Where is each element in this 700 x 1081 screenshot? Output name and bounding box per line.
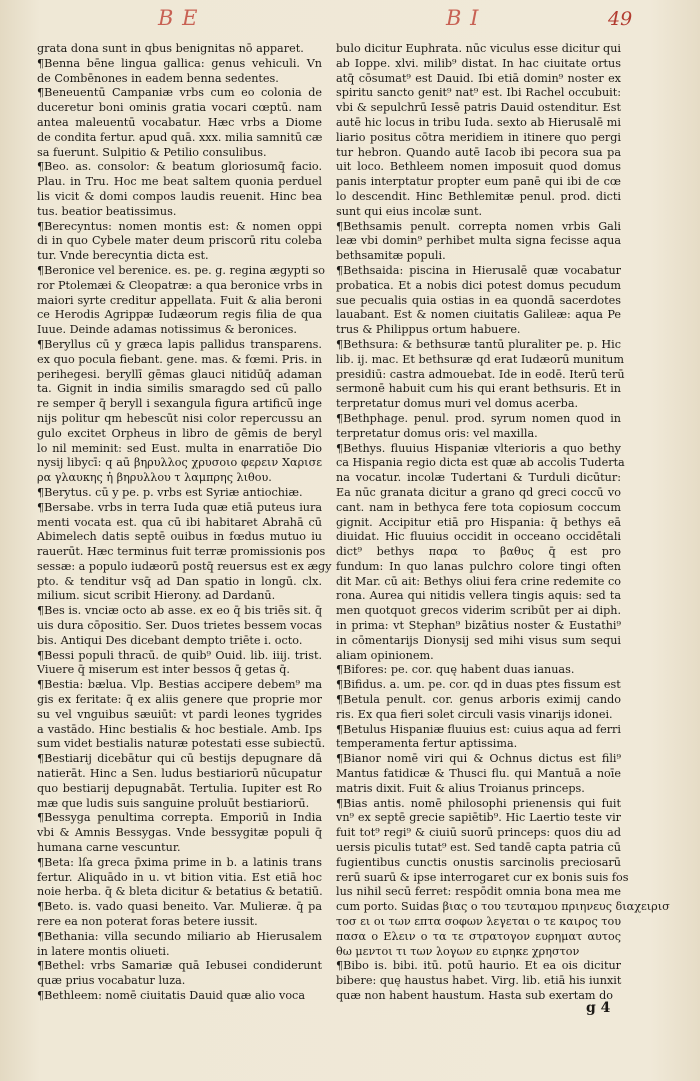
text-line: autē hic locus in tribu Iuda. sexto ab Hierusalē mi [336, 115, 621, 129]
text-line: de Combēnones in eadem benna sedentes. [37, 71, 279, 85]
text-line: lus nihil secū ferret: respōdit omnia bona mea me [336, 885, 621, 899]
text-line: ¶Benna bēne lingua gallica: genus vehiculi. Vn [37, 56, 322, 70]
text-line: ¶Bessi populi thracū. de quib⁹ Ouid. lib. iiij. trist. [37, 648, 322, 662]
text-line: rauerūt. Hæc terminus fuit terræ promissionis pos [37, 545, 326, 559]
text-line: ¶Betulus Hispaniæ fluuius est: cuius aqua ad ferri [336, 722, 621, 736]
text-line: ¶Bessyga penultima correpta. Emporiū in India [37, 811, 322, 825]
text-line: spiritu sancto genit⁹ nat⁹ est. Ibi Rachel occubuit: [336, 86, 621, 100]
signature-mark: g 4 [586, 1000, 611, 1016]
text-line: terpretatur domus muri vel domus acerba. [336, 397, 579, 411]
text-line: ¶Bethleem: nomē ciuitatis Dauid quæ alio voca [37, 989, 305, 1002]
text-line: ¶Bestia: bælua. Vlp. Bestias accipere debem⁹ ma [37, 678, 322, 692]
text-line: gulo excitet Orpheus in libro de gēmis de beryl [37, 426, 322, 440]
right-text-column [336, 42, 670, 1004]
text-line: su vel vnguibus sæuiūt: vt pardi leones tygrides [37, 707, 322, 721]
text-line: ¶Bethsaida: piscina in Hierusalē quæ vocabatur [336, 263, 621, 277]
text-line: tur. Vnde berecyntia dicta est. [37, 249, 209, 263]
running-head-right: B I [446, 6, 480, 30]
text-line: sue pecualis quia ostias in ea quondā sacerdotes [336, 293, 621, 307]
text-line: ex quo pocula fiebant. gene. mas. & fœmi. Pris. in [37, 352, 322, 366]
text-line: menti vocata est. qua cū ibi habitaret Abrahā cū [37, 515, 322, 529]
text-line: gis ex feritate: q̄ ex aliis genere que proprie mor [37, 693, 322, 707]
text-line: atq̄ cōsumat⁹ est Dauid. Ibi etiā domin⁹ noster ex [336, 71, 621, 85]
text-line: perihegesi. beryllī gēmas glauci nitidūq̄ adaman [37, 367, 322, 381]
text-line: pto. & tenditur vsq̄ ad Dan spatio in longū. clx. [37, 574, 322, 588]
text-line: cum porto. Suidas βιας ο του τευταμου πριηνευς διαχειρισ [336, 900, 670, 914]
text-line: τοσ ει οι των επτα σοφων λεγεται ο τε καιρος του [336, 915, 622, 929]
text-line: dit Mar. cū ait: Bethys oliui fera crine redemite co [336, 574, 621, 588]
text-line: re semper q̄ beryll i sexangula figura artificū inge [37, 397, 322, 411]
text-line: lauabant. Est & nomen ciuitatis Galileæ: aqua Pe [336, 308, 621, 322]
text-line: lo descendit. Hinc Bethlemitæ penul. prod. dicti [336, 189, 621, 203]
text-line: gignit. Accipitur etiā pro Hispania: q̄ bethys eā [336, 515, 621, 529]
text-line: nijs politur qm hebescūt nisi color repercussu an [37, 411, 322, 425]
text-line: probatica. Et a nobis dici potest domus pecudum [336, 278, 621, 292]
text-line: in latere montis oliueti. [37, 944, 170, 958]
page-header [0, 0, 700, 40]
text-line: ρα γλαυκης ἠ βηρυλλου τ λαμπρης λιθου. [37, 471, 272, 485]
text-line: fundum: In quo lanas pulchro colore tingi often [336, 559, 621, 573]
text-line: bulo dicitur Euphrata. nūc viculus esse dicitur qui [336, 42, 621, 55]
text-line: ¶Berytus. cū y pe. p. vrbs est Syriæ antiochiæ. [37, 485, 303, 499]
text-line: matris dixit. Fuit & alius Troianus princeps. [336, 781, 585, 795]
text-line: Viuere q̄ miserum est inter bessos q̄ getas q̄. [37, 663, 290, 677]
text-line: ¶Bersabe. vrbs in terra Iuda quæ etiā puteus iura [37, 500, 322, 514]
text-line: quo bestiarij depugnabāt. Tertulia. Iupiter est Ro [37, 781, 322, 795]
text-line: di in quo Cybele mater deum priscorū ritu coleba [37, 234, 322, 248]
text-line: terpretatur domus oris: vel maxilla. [336, 426, 538, 440]
text-line: ¶Bethel: vrbs Samariæ quā Iebusei condiderunt [37, 959, 322, 973]
text-line: rerū suarū & ipse interrogaret cur ex bonis suis fos [336, 870, 629, 884]
text-line: liario positus cōtra meridiem in itinere quo pergi [336, 130, 621, 144]
text-line: uit loco. Bethleem nomen imposuit quod domus [336, 160, 621, 174]
text-line: ab Ioppe. xlvi. milib⁹ distat. In hac ciuitate ortus [336, 56, 621, 70]
text-line: Abimelech datis septē ouibus in fœdus mutuo iu [37, 530, 322, 544]
text-line: bethsamitæ populi. [336, 249, 446, 263]
text-line: ¶Betula penult. cor. genus arboris eximij cando [336, 693, 621, 707]
text-line: na vocatur. incolæ Tudertani & Turduli dicūtur: [336, 471, 621, 485]
text-line: temperamenta fertur aptissima. [336, 737, 518, 751]
left-text-column [37, 42, 332, 1004]
text-line: nysij libycī: q aū βηρυλλος χρυσοιο φερειν Χαρισε [37, 456, 322, 470]
text-line: lis vicit & domi compos laudis reuenit. Hinc bea [37, 189, 322, 203]
text-line: ror Ptolemæi & Cleopatræ: a qua beronice vrbs in [37, 278, 323, 292]
text-line: a vastādo. Hinc bestialis & hoc bestiale. Amb. Ips [37, 722, 322, 736]
text-line: fuit tot⁹ regi⁹ & ciuiū suorū princeps: quos diu ad [336, 826, 621, 840]
text-line: bis. Antiqui Des dicebant dempto triēte i. octo. [37, 633, 303, 647]
text-line: uis dura cōpositio. Ser. Duos trietes bessem vocas [37, 619, 322, 633]
text-line: natierāt. Hinc a Sen. ludus bestiariorū nūcupatur [37, 767, 322, 781]
text-line: quæ prius vocabatur luza. [37, 974, 186, 988]
text-line: ¶Bethsura: & bethsuræ tantū pluraliter pe. p. Hic [336, 337, 621, 351]
text-line: men quotquot grecos viderim scribūt per ai diph. [336, 604, 621, 618]
text-line: ¶Bethphage. penul. prod. syrum nomen quod in [336, 411, 621, 425]
text-line: duceretur boni ominis gratia vocari cœptū. nam [37, 101, 322, 115]
text-line: ¶Bethys. fluuius Hispaniæ vlterioris a quo bethy [336, 441, 621, 455]
text-line: de condita fertur. apud quā. xxx. milia samnitū cæ [37, 130, 323, 144]
text-line: ris. Ex qua fieri solet circuli vasis vinarijs idonei. [336, 707, 613, 721]
text-line: tur hebron. Quando autē Iacob ibi pecora sua pa [336, 145, 621, 159]
text-line: vbi & sepulchrū Iessē patris Dauid ostenditur. Est [336, 101, 621, 115]
text-line: ¶Bes is. vnciæ octo ab asse. ex eo q̄ bis triēs sit. q̄ [37, 604, 322, 618]
text-line: presidiū: castra admouebat. Ide in eodē. Iterū terū [336, 367, 625, 381]
text-line: diuidat. Hic fluuius occidit in occeano occidētali [336, 530, 621, 544]
text-line: in prima: vt Stephan⁹ bizātius noster & Eustathi⁹ [336, 619, 621, 633]
text-line: ¶Bibo is. bibi. itū. potū haurio. Et ea ois dicitur [336, 959, 621, 973]
text-line: Iuue. Deinde adamas notissimus & beronices. [37, 323, 297, 337]
text-line: lib. ij. mac. Et bethsuræ qd erat Iudæorū munitum [336, 352, 624, 366]
text-line: ¶Berecyntus: nomen montis est: & nomen oppi [37, 219, 322, 233]
text-line: tus. beatior beatissimus. [37, 204, 177, 218]
text-line: ce Herodis Agrippæ Iudæorum regis filia de qua [37, 308, 322, 322]
text-line: vn⁹ ex septē grecie sapiētib⁹. Hic Laertio teste vir [336, 811, 621, 825]
text-line: fertur. Aliquādo in u. vt bition vitia. Est etiā hoc [37, 870, 322, 884]
text-line: ¶Bifidus. a. um. pe. cor. qd in duas ptes fissum est [336, 678, 621, 692]
text-line: in cōmentarijs Dionysij sed mihi visus sum sequi [336, 633, 621, 647]
text-line: fugientibus cunctis onustis sarcinolis preciosarū [336, 855, 621, 869]
text-line: maiori syrte creditur appellata. Fuit & alia beroni [37, 293, 322, 307]
folio-number: 49 [608, 8, 633, 30]
text-line: ¶Beryllus cū y græca lapis pallidus transparens. [37, 337, 322, 351]
text-line: ¶Bethania: villa secundo miliario ab Hierusalem [37, 929, 322, 943]
text-line: dict⁹ bethys παρα το βαθυς q̄ est pro [336, 545, 621, 559]
text-line: lo nil meminit: sed Eust. multa in enarratiōe Dio [37, 441, 322, 455]
text-line: leæ vbi domin⁹ perhibet multa signa fecisse aqua [336, 234, 621, 248]
text-line: sessæ: a populo iudæorū postq̄ reuersus est ex ægy [37, 559, 332, 573]
text-line: Ea nūc granata dicitur a grano qd greci coccū vo [336, 485, 621, 499]
text-line: sunt qui eius incolæ sunt. [336, 204, 483, 218]
text-line: cant. nam in bethyca fere tota copiosum coccum [336, 500, 621, 514]
text-line: ¶Beo. as. consolor: & beatum gloriosumq̄ facio. [37, 160, 322, 174]
text-line: noie herba. q̄ & bleta dicitur & betatius & betatiū. [37, 885, 323, 899]
text-line: ¶Bias antis. nomē philosophi prienensis qui fuit [336, 796, 621, 810]
text-line: uersis piculis tutat⁹ est. Sed tandē capta patria cū [336, 841, 621, 855]
text-line: bibere: quę haustus habet. Virg. lib. etiā his iunxit [336, 974, 622, 988]
text-line: sum videt bestialis naturæ potestati esse subiectū. [37, 737, 326, 751]
text-line: ¶Bethsamis penult. correpta nomen vrbis Gali [336, 219, 621, 233]
text-line: ca Hispania regio dicta est quæ ab accolis Tuderta [336, 456, 625, 470]
text-line: ¶Bifores: pe. cor. quę habent duas ianuas. [336, 663, 575, 677]
text-line: rere ea non poterat foras betere iussit. [37, 915, 258, 929]
text-line: humana carne vescuntur. [37, 841, 181, 855]
text-line: grata dona sunt in qbus benignitas nō apparet. [37, 42, 304, 55]
text-line: aliam opinionem. [336, 648, 434, 662]
text-line: trus & Philippus ortum habuere. [336, 323, 521, 337]
text-line: sa fuerunt. Sulpitio & Petilio consulibus. [37, 145, 267, 159]
text-line: θω μεντοι τι των λογων ευ ειρηκε χρηστον [336, 944, 580, 958]
text-line: ¶Beta: lſa greca p̄xima prime in b. a latinis trans [37, 855, 322, 869]
text-line: ¶Bestiarij dicebātur qui cū bestijs depugnare dā [37, 752, 322, 766]
text-line: mæ que ludis suis sanguine proluūt bestiariorū. [37, 796, 310, 810]
text-line: antea maleuentū vocabatur. Hæc vrbs a Diome [37, 115, 322, 129]
text-line: milium. sicut scribit Hierony. ad Dardanū. [37, 589, 276, 603]
running-head-left: B E [158, 6, 199, 30]
text-line: sermonē habuit cum his qui erant bethsuris. Et in [336, 382, 621, 396]
text-line: quæ non habent haustum. Hasta sub exertam do [336, 989, 613, 1002]
text-line: ¶Beronice vel berenice. es. pe. g. regina ægypti so [37, 263, 325, 277]
text-line: ta. Gignit in india similis smaragdo sed cū pallo [37, 382, 322, 396]
text-line: panis interptatur propter eum panē qui ibi de cœ [336, 175, 621, 189]
text-line: Plau. in Tru. Hoc me beat saltem quonia perduel [37, 175, 322, 189]
text-line: rona. Aurea qui nitidis vellera tingis aquis: sed ta [336, 589, 621, 603]
text-line: ¶Beneuentū Campaniæ vrbs cum eo colonia de [37, 86, 322, 100]
text-line: ¶Beto. is. vado quasi beneito. Var. Mulieræ. q̄ pa [37, 900, 322, 914]
text-line: vbi & Amnis Bessygas. Vnde bessygitæ populi q̄ [37, 826, 322, 840]
text-line: πασα ο Ελειν ο τα τε στρατογον ευρηματ αυτος [336, 929, 621, 943]
text-line: Mantus fatidicæ & Thusci flu. qui Mantuā a noīe [336, 767, 621, 781]
text-line: ¶Bianor nomē viri qui & Ochnus dictus est fili⁹ [336, 752, 621, 766]
